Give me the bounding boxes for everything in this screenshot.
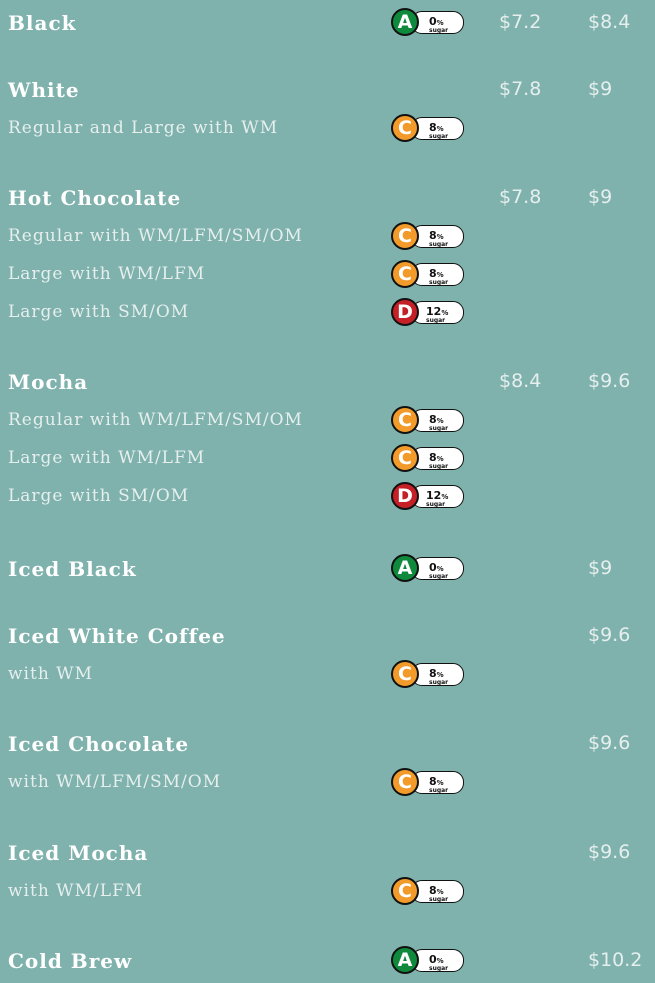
sugar-percent bbox=[429, 881, 448, 903]
grade-letter: A bbox=[391, 946, 419, 974]
percent-sign: % bbox=[436, 565, 444, 573]
sugar-label: sugar bbox=[429, 896, 449, 903]
grade-d-badge-icon bbox=[391, 482, 465, 510]
grade-letter: C bbox=[391, 222, 419, 250]
grade-a-badge-icon bbox=[391, 946, 465, 974]
menu-item-row bbox=[0, 553, 655, 583]
menu-item-row bbox=[0, 74, 655, 104]
sugar-percent bbox=[429, 664, 448, 686]
grade-letter: C bbox=[391, 660, 419, 688]
sugar-label: sugar bbox=[429, 27, 449, 34]
grade-letter: C bbox=[391, 444, 419, 472]
option-description: Large with SM/OM bbox=[8, 302, 190, 322]
option-description: Large with WM/LFM bbox=[8, 264, 206, 284]
grade-letter: C bbox=[391, 406, 419, 434]
item-name: Iced Mocha bbox=[8, 841, 149, 865]
item-name: Cold Brew bbox=[8, 949, 133, 973]
item-name: White bbox=[8, 78, 80, 102]
sugar-percent bbox=[429, 226, 448, 248]
sugar-percent bbox=[426, 302, 448, 324]
grade-letter: C bbox=[391, 114, 419, 142]
grade-letter: A bbox=[391, 8, 419, 36]
menu-option-row bbox=[0, 767, 655, 797]
percent-sign: % bbox=[436, 779, 444, 787]
percent-sign: % bbox=[441, 493, 449, 501]
price-regular: $7.2 bbox=[499, 11, 542, 33]
grade-c-badge-icon bbox=[391, 406, 465, 434]
item-name: Hot Chocolate bbox=[8, 186, 182, 210]
percent-sign: % bbox=[436, 233, 444, 241]
percent-sign: % bbox=[436, 671, 444, 679]
menu-item-row bbox=[0, 620, 655, 650]
price-large: $9.6 bbox=[588, 841, 631, 863]
menu-item-row bbox=[0, 7, 655, 37]
sugar-percent bbox=[429, 410, 448, 432]
price-large: $9 bbox=[588, 557, 613, 579]
percent-sign: % bbox=[436, 455, 444, 463]
grade-letter: A bbox=[391, 554, 419, 582]
percent-sign: % bbox=[436, 888, 444, 896]
grade-letter: D bbox=[391, 298, 419, 326]
menu-option-row bbox=[0, 481, 655, 511]
percent-sign: % bbox=[436, 271, 444, 279]
sugar-percent bbox=[429, 558, 448, 580]
sugar-percent-value: 8 bbox=[429, 451, 437, 464]
sugar-label: sugar bbox=[429, 241, 449, 248]
option-description: Regular with WM/LFM/SM/OM bbox=[8, 410, 303, 430]
sugar-percent bbox=[429, 448, 448, 470]
sugar-label: sugar bbox=[429, 965, 449, 972]
sugar-percent bbox=[429, 264, 448, 286]
price-large: $8.4 bbox=[588, 11, 631, 33]
option-description: Regular and Large with WM bbox=[8, 118, 279, 138]
grade-c-badge-icon bbox=[391, 222, 465, 250]
percent-sign: % bbox=[436, 957, 444, 965]
sugar-label: sugar bbox=[429, 279, 449, 286]
option-description: Regular with WM/LFM/SM/OM bbox=[8, 226, 303, 246]
sugar-label: sugar bbox=[429, 425, 449, 432]
sugar-percent-value: 8 bbox=[429, 229, 437, 242]
grade-c-badge-icon bbox=[391, 768, 465, 796]
menu-item-row bbox=[0, 366, 655, 396]
sugar-percent bbox=[429, 950, 448, 972]
menu-item-row bbox=[0, 182, 655, 212]
percent-sign: % bbox=[436, 417, 444, 425]
sugar-percent-value: 8 bbox=[429, 775, 437, 788]
menu-option-row bbox=[0, 405, 655, 435]
item-name: Iced White Coffee bbox=[8, 624, 226, 648]
percent-sign: % bbox=[441, 309, 449, 317]
sugar-percent-value: 8 bbox=[429, 413, 437, 426]
price-large: $9 bbox=[588, 78, 613, 100]
sugar-percent-value: 8 bbox=[429, 267, 437, 280]
menu-option-row bbox=[0, 113, 655, 143]
sugar-label: sugar bbox=[426, 501, 446, 508]
price-large: $9 bbox=[588, 186, 613, 208]
grade-c-badge-icon bbox=[391, 660, 465, 688]
sugar-percent-value: 0 bbox=[429, 15, 437, 28]
menu-option-row bbox=[0, 876, 655, 906]
item-name: Mocha bbox=[8, 370, 89, 394]
grade-a-badge-icon bbox=[391, 554, 465, 582]
grade-letter: D bbox=[391, 482, 419, 510]
sugar-percent-value: 8 bbox=[429, 884, 437, 897]
sugar-label: sugar bbox=[429, 463, 449, 470]
percent-sign: % bbox=[436, 19, 444, 27]
sugar-percent bbox=[429, 772, 448, 794]
grade-c-badge-icon bbox=[391, 260, 465, 288]
sugar-percent bbox=[426, 486, 448, 508]
grade-letter: C bbox=[391, 260, 419, 288]
option-description: Large with WM/LFM bbox=[8, 448, 206, 468]
grade-c-badge-icon bbox=[391, 114, 465, 142]
price-large: $9.6 bbox=[588, 370, 631, 392]
sugar-percent-value: 0 bbox=[429, 953, 437, 966]
menu-item-row bbox=[0, 728, 655, 758]
price-large: $10.2 bbox=[588, 949, 643, 971]
grade-a-badge-icon bbox=[391, 8, 465, 36]
sugar-percent bbox=[429, 118, 448, 140]
sugar-percent bbox=[429, 12, 448, 34]
sugar-percent-value: 8 bbox=[429, 121, 437, 134]
price-regular: $7.8 bbox=[499, 186, 542, 208]
grade-c-badge-icon bbox=[391, 877, 465, 905]
sugar-label: sugar bbox=[429, 679, 449, 686]
sugar-label: sugar bbox=[426, 317, 446, 324]
grade-c-badge-icon bbox=[391, 444, 465, 472]
item-name: Iced Chocolate bbox=[8, 732, 190, 756]
sugar-percent-value: 0 bbox=[429, 561, 437, 574]
grade-letter: C bbox=[391, 877, 419, 905]
menu-option-row bbox=[0, 259, 655, 289]
sugar-label: sugar bbox=[429, 787, 449, 794]
percent-sign: % bbox=[436, 125, 444, 133]
item-name: Iced Black bbox=[8, 557, 137, 581]
option-description: with WM/LFM bbox=[8, 881, 144, 901]
price-large: $9.6 bbox=[588, 732, 631, 754]
price-large: $9.6 bbox=[588, 624, 631, 646]
sugar-label: sugar bbox=[429, 573, 449, 580]
sugar-label: sugar bbox=[429, 133, 449, 140]
option-description: with WM bbox=[8, 664, 94, 684]
sugar-percent-value: 8 bbox=[429, 667, 437, 680]
menu-option-row bbox=[0, 659, 655, 689]
option-description: with WM/LFM/SM/OM bbox=[8, 772, 222, 792]
grade-letter: C bbox=[391, 768, 419, 796]
sugar-percent-value: 12 bbox=[426, 305, 442, 318]
price-regular: $8.4 bbox=[499, 370, 542, 392]
sugar-percent-value: 12 bbox=[426, 489, 442, 502]
menu-item-row bbox=[0, 945, 655, 975]
menu-option-row bbox=[0, 297, 655, 327]
item-name: Black bbox=[8, 11, 77, 35]
grade-d-badge-icon bbox=[391, 298, 465, 326]
price-regular: $7.8 bbox=[499, 78, 542, 100]
menu-item-row bbox=[0, 837, 655, 867]
menu-option-row bbox=[0, 443, 655, 473]
menu-option-row bbox=[0, 221, 655, 251]
option-description: Large with SM/OM bbox=[8, 486, 190, 506]
